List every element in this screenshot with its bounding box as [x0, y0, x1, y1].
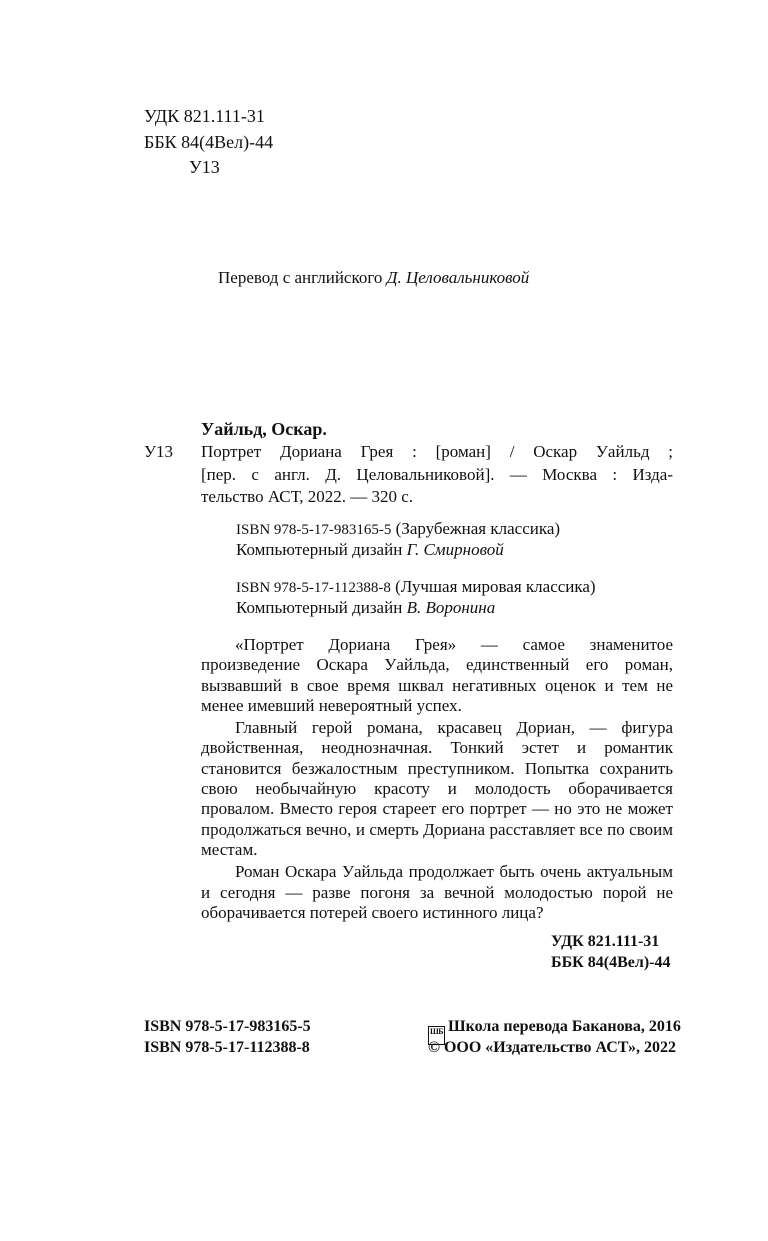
designer-name: В. Воронина: [406, 598, 496, 617]
design-prefix: Компьютерный дизайн: [236, 598, 403, 617]
footer-isbn: ISBN 978-5-17-983165-5: [144, 1018, 311, 1035]
copyright-publisher: © ООО «Издательство АСТ», 2022: [428, 1039, 677, 1056]
design-prefix: Компьютерный дизайн: [236, 540, 403, 559]
catalog-line: тельство АСТ, 2022. — 320 с.: [201, 487, 414, 506]
catalog-line: [пер. с англ. Д. Целовальниковой]. — Москва : Изда-: [201, 465, 673, 484]
series-name: (Зарубежная классика): [395, 519, 561, 538]
catalog-mark: У13: [144, 442, 174, 461]
series-name: (Лучшая мировая классика): [395, 577, 596, 596]
translation-credit: [218, 268, 529, 288]
isbn-entry: [236, 519, 560, 539]
copyright-school-text: Школа перевода Баканова, 2016: [448, 1018, 681, 1035]
annotation-paragraph: Главный герой романа, красавец Дориан, — фигура двойственная, неоднозначная. Тонкий эстет и романтик становится безжалостным преступником. Попытка сохранить свою необычайную красоту и молодость оборачивается провалом. Вместо героя стареет его портрет — но это не может продолжаться вечно, и смерть Дориана расставляет все по своим местам.: [201, 718, 673, 859]
annotation-paragraph: Роман Оскара Уайльда продолжает быть очень актуальным и сегодня — разве погоня за вечной молодостью порой не оборачивается потерей своего истинного лица?: [201, 862, 673, 922]
translator-name: Д. Целовальниковой: [386, 268, 530, 287]
translation-prefix: Перевод с английского: [218, 268, 383, 287]
footer-isbn: ISBN 978-5-17-112388-8: [144, 1039, 310, 1056]
catalog-line: Портрет Дориана Грея : [роман] / Оскар Уайльд ;: [201, 442, 673, 461]
annotation-paragraph: «Портрет Дориана Грея» — самое знаменитое произведение Оскара Уайльда, единственный его роман, вызвавший в свое время шквал негативных оценок и тем не менее имевший невероятный успех.: [201, 635, 673, 715]
udk-code: УДК 821.111-31: [144, 106, 265, 126]
design-credit: [236, 540, 504, 560]
isbn-number: ISBN 978-5-17-983165-5: [236, 522, 392, 538]
design-credit: [236, 598, 495, 618]
bbk-code: ББК 84(4Вел)-44: [144, 132, 274, 152]
designer-name: Г. Смирновой: [406, 540, 504, 559]
isbn-entry: [236, 577, 596, 597]
author-heading: Уайльд, Оскар.: [201, 419, 327, 439]
isbn-number: ISBN 978-5-17-112388-8: [236, 580, 391, 596]
annotation: [201, 635, 673, 923]
school-logo-icon: ШБ: [428, 1026, 445, 1045]
author-mark: У13: [189, 157, 220, 177]
bbk-code-bottom: ББК 84(4Вел)-44: [551, 954, 671, 971]
udk-code-bottom: УДК 821.111-31: [551, 933, 660, 950]
